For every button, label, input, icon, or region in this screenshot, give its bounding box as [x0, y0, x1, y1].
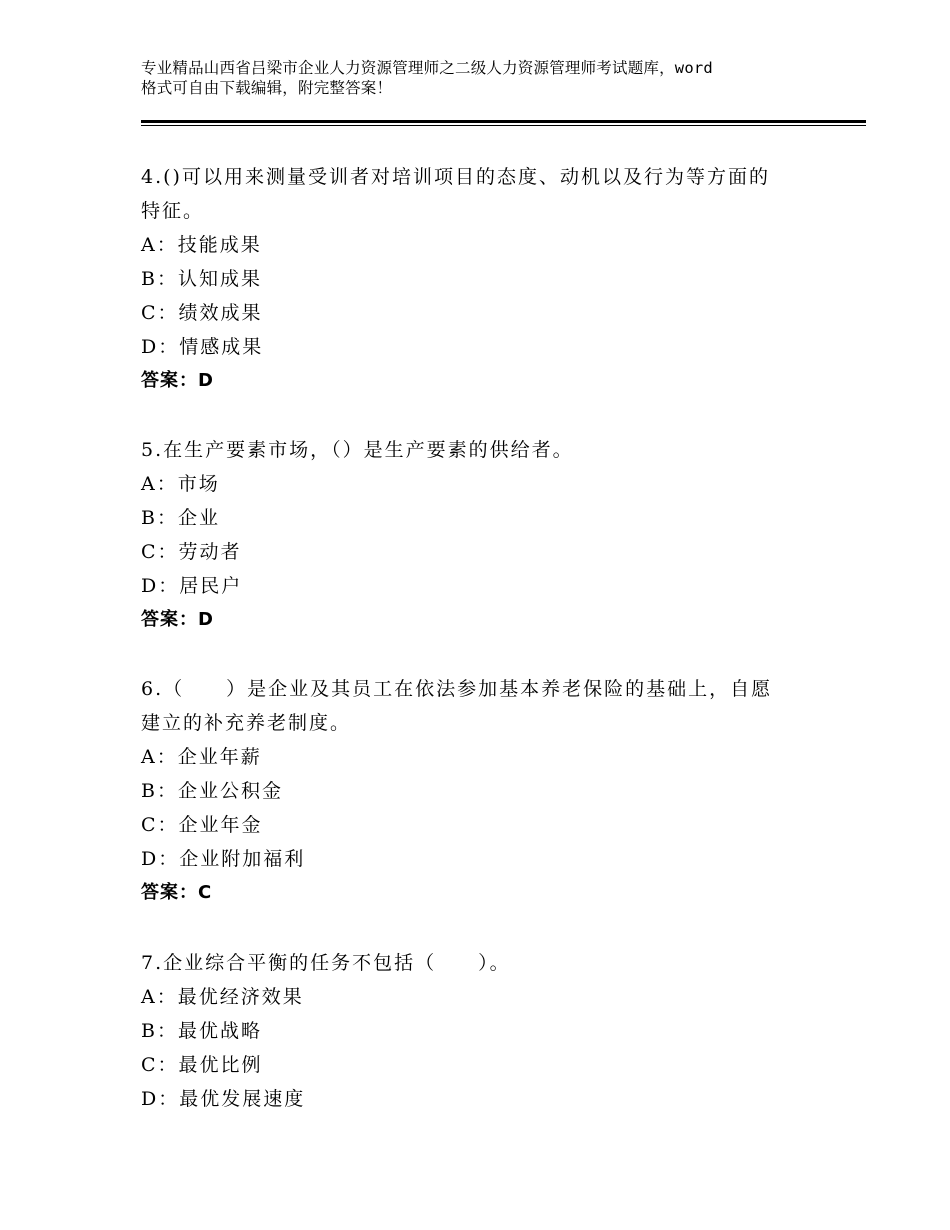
answer-line: 答案：D	[141, 609, 214, 630]
option-a: A：市场	[141, 473, 220, 495]
header-divider-thick	[141, 120, 866, 123]
option-c: C：劳动者	[141, 541, 242, 563]
header-line-1: 专业精品山西省吕梁市企业人力资源管理师之二级人力资源管理师考试题库，word	[141, 59, 713, 77]
option-d: D：情感成果	[141, 336, 264, 358]
stem-line: 5.在生产要素市场，（）是生产要素的供给者。	[141, 439, 574, 461]
option-b: B：企业公积金	[141, 780, 283, 802]
question-4	[141, 160, 841, 398]
option-a: A：技能成果	[141, 234, 262, 256]
option-d: D：居民户	[141, 575, 243, 597]
option-b: B：企业	[141, 507, 220, 529]
header-divider-thin	[141, 125, 866, 126]
option-b: B：最优战略	[141, 1020, 262, 1042]
option-a: A：企业年薪	[141, 746, 262, 768]
option-b: B：认知成果	[141, 268, 262, 290]
question-6	[141, 672, 841, 910]
option-c: C：绩效成果	[141, 302, 263, 324]
stem-line: 6.（ ）是企业及其员工在依法参加基本养老保险的基础上，自愿	[141, 678, 773, 700]
stem-line: 建立的补充养老制度。	[141, 712, 352, 734]
option-c: C：最优比例	[141, 1054, 263, 1076]
stem-line: 特征。	[141, 200, 205, 222]
question-stem	[141, 672, 841, 740]
question-stem	[141, 160, 841, 228]
question-5	[141, 433, 841, 637]
question-stem	[141, 433, 841, 467]
question-7	[141, 946, 841, 1116]
option-d: D：企业附加福利	[141, 848, 306, 870]
header-line-2: 格式可自由下载编辑，附完整答案！	[141, 79, 393, 97]
option-d: D：最优发展速度	[141, 1088, 306, 1110]
answer-line: 答案：C	[141, 882, 213, 903]
document-header	[141, 58, 841, 98]
question-stem	[141, 946, 841, 980]
stem-line: 7.企业综合平衡的任务不包括（ ）。	[141, 952, 511, 974]
option-a: A：最优经济效果	[141, 986, 304, 1008]
stem-line: 4.()可以用来测量受训者对培训项目的态度、动机以及行为等方面的	[141, 166, 770, 188]
answer-line: 答案：D	[141, 370, 214, 391]
option-c: C：企业年金	[141, 814, 263, 836]
